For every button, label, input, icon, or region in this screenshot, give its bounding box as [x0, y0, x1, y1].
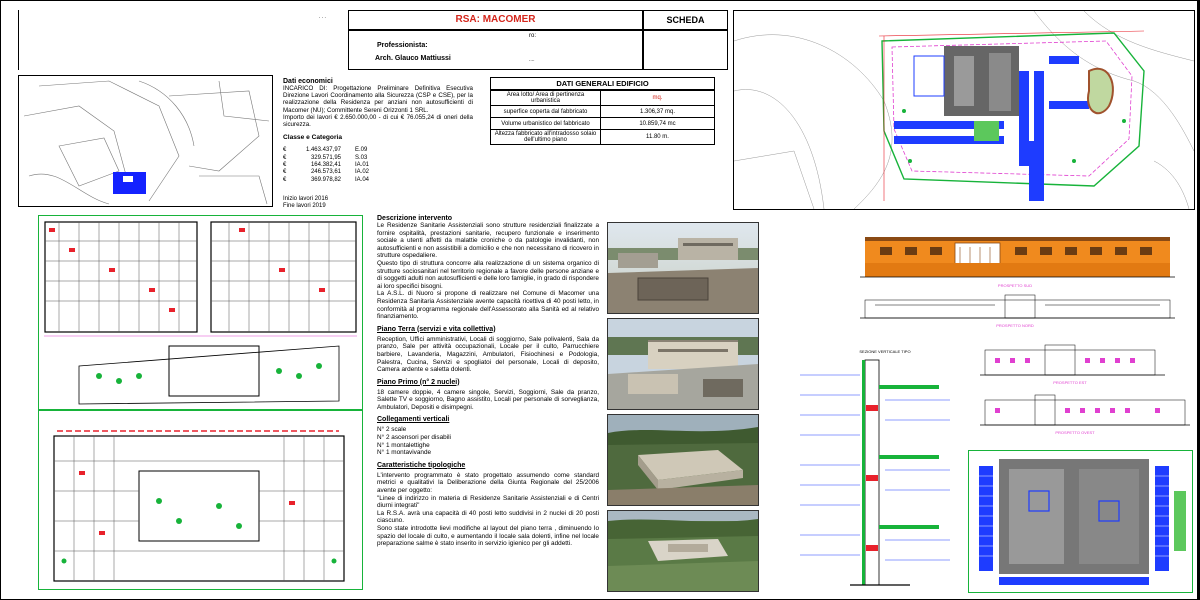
elevations-side-drawing [965, 340, 1195, 445]
general-data-table [490, 77, 715, 145]
scheda-cell [643, 10, 728, 30]
general-table [490, 90, 715, 145]
typology-text-1: L'intervento programmato è stato progettato assumendo come standard metrici e qualitativi la Deliberazione della Giunta Regionale del 25/2006 avente per oggetto: [377, 471, 599, 495]
professional-name: Arch. Glauco Mattiussi [375, 55, 451, 62]
typology-text-4: Sono state introdotte lievi modifiche al layout del piano terra , diminuendo lo spazio del locale di culto, e aumentando il locale sala dolenti, infine nel locale preparazione salme è stato inserito in servizio igienico per gli addetti. [377, 525, 599, 548]
project-title: RSA: MACOMER [455, 14, 536, 25]
construction-photo-4 [607, 510, 759, 592]
first-floor-text: 18 camere doppie, 4 camere singole, Servizi, Soggiorni, Sale da pranzo, Salette TV e soggiorno, Bagno assistito, Locali per personale di sorveglianza, Ambulatori, Depositi e disimpegni. [377, 388, 599, 411]
description-p3: La A.S.L. di Nuoro si propone di realizzare nel Comune di Macomer una Residenza Sanitaria Assistenziale avente capacità ricettiva di 40 posti letto, in conformità al programma regionale dell'Assessorato alla Sanità ed al relativo finanziamento. [377, 290, 599, 321]
description-title: Descrizione intervento [377, 215, 453, 222]
elevations-top [765, 215, 1195, 340]
construction-photo-3 [607, 414, 759, 506]
elevations-side [965, 340, 1195, 445]
elevation-label-2: PROSPETTO NORD [996, 323, 1034, 328]
scheda-blank [643, 30, 728, 70]
header-blank: . . . [18, 10, 348, 70]
table-row: Volume urbanistico del fabbricato 10.859,74 mc [491, 118, 715, 130]
elevation-label-3: PROSPETTO EST [1053, 380, 1087, 385]
typology-text-2: "Linee di indirizzo in materia di Residenze Sanitarie Assistenziali e di Centri diurni integrati" [377, 494, 599, 510]
vertical-link-item: N° 2 scale [377, 426, 407, 434]
professional-label: Professionista: [377, 42, 428, 49]
photo-1-image [608, 223, 758, 313]
table-row: superfice coperta dal fabbricato 1.306,37 mq. [491, 106, 715, 118]
photo-2-image [608, 319, 758, 409]
table-row: Area lotto/ Area di pertinenza urbanistica mq. [491, 91, 715, 106]
class-row: € 329.571,95 S.03 [283, 154, 368, 161]
typology-title: Caratteristiche tipologiche [377, 461, 466, 469]
class-row: € 369.978,82 IA.04 [283, 176, 370, 183]
vertical-links-title: Collegamenti verticali [377, 416, 450, 424]
roof-plan-drawing [969, 451, 1192, 592]
elevation-label-4: PROSPETTO OVEST [1055, 430, 1095, 435]
site-plan [733, 10, 1195, 210]
general-title: DATI GENERALI EDIFICIO [490, 77, 715, 90]
start-date: Inizio lavori 2016 [283, 196, 329, 202]
professional-cell: ro: Professionista: Arch. Glauco Mattiussi .... [348, 30, 643, 70]
economic-title: Dati economici [283, 78, 333, 85]
description-p2: Questo tipo di struttura concorre alla realizzazione di un sistema organico di strutture sociosanitari nel territorio regionale a favore delle persone anziane e di soggetti adulti non autosufficienti e delle loro famiglie, in grado di rispondere ai loro specifici bisogni. [377, 259, 599, 290]
class-row: € 246.573,61 IA.02 [283, 169, 370, 176]
vertical-section [790, 345, 960, 593]
vertical-link-item: N° 1 montalettighe [377, 441, 430, 449]
ro-label: ro: [529, 33, 537, 39]
economic-text: INCARICO DI: Progettazione Preliminare Definitiva Esecutiva Direzione Lavori Coordinamento alla Sicurezza (CSP e CSE), per la realizzazione della Residenza per anziani non autosufficienti di Macomer (NU); Committente Sereni Orizzonti 1 SRL. [283, 85, 473, 114]
class-row: € 164.382,41 IA.01 [283, 162, 370, 169]
first-floor-plan-drawing [39, 411, 362, 589]
description-block [377, 215, 599, 595]
construction-photo-2 [607, 318, 759, 410]
vertical-link-item: N° 2 ascensori per disabili [377, 434, 451, 442]
vertical-section-drawing [790, 345, 960, 593]
project-title-cell [348, 10, 643, 30]
elevation-label-1: PROSPETTO SUD [997, 283, 1033, 288]
economic-data [283, 78, 473, 213]
first-floor-title: Piano Primo (n° 2 nuclei) [377, 378, 460, 386]
site-plan-drawing [734, 11, 1194, 209]
end-date: Fine lavori 2019 [283, 203, 326, 209]
class-row: € 1.463.437,97 E.09 [283, 147, 368, 154]
ground-floor-plan-drawing [39, 216, 362, 409]
scheda-label: SCHEDA [666, 15, 705, 25]
photo-4-image [608, 511, 758, 591]
construction-photo-1 [607, 222, 759, 314]
elevations-top-drawing [765, 215, 1195, 340]
classes-list [283, 147, 473, 184]
location-map-drawing [19, 76, 272, 206]
vertical-link-item: N° 1 montavivande [377, 449, 432, 457]
ground-floor-title: Piano Terra (servizi e vita collettiva) [377, 325, 496, 333]
economic-amount: Importo dei lavori € 2.650.000,00 - di cui € 76.055,24 di oneri della sicurezza. [283, 113, 473, 129]
ground-floor-plan [38, 215, 363, 410]
roof-plan [968, 450, 1193, 593]
typology-text-3: La R.S.A. avrà una capacità di 40 posti letto suddivisi in 2 nuclei di 20 posti ciascuno. [377, 509, 599, 525]
description-p1: Le Residenze Sanitarie Assistenziali sono strutture residenziali finalizzate a fornire ospitalità, prestazioni sanitarie, recupero funzionale e inserimento sociale a utenti affetti da malattie croniche o da patologie invalidanti, non autosufficienti e non assistibili a domicilio e che non necessitano di ricovero in strutture ospedaliere. [377, 222, 599, 260]
photo-3-image [608, 415, 758, 505]
ground-floor-text: Reception, Uffici amministrativi, Locali di soggiorno, Sale polivalenti, Sala da pranzo, Sale per attività occupazionali, Locale per il culto, Parrucchiere barbiere, Lavanderia, Magazzini, Ambulatori, Fisiochinesi e Podologia, Palestra, Cucina, Servizi e spogliatoi del personale, Locali di deposito, Camera ardente e saletta dolenti. [377, 335, 599, 374]
classes-title: Classe e Categoria [283, 134, 343, 142]
location-map [18, 75, 273, 207]
section-label: SEZIONE VERTICALE TIPO [859, 349, 911, 354]
first-floor-plan [38, 410, 363, 590]
table-row: Altezza fabbricato all'intradosso solaio dell'ultimo piano 11.80 m. [491, 130, 715, 145]
